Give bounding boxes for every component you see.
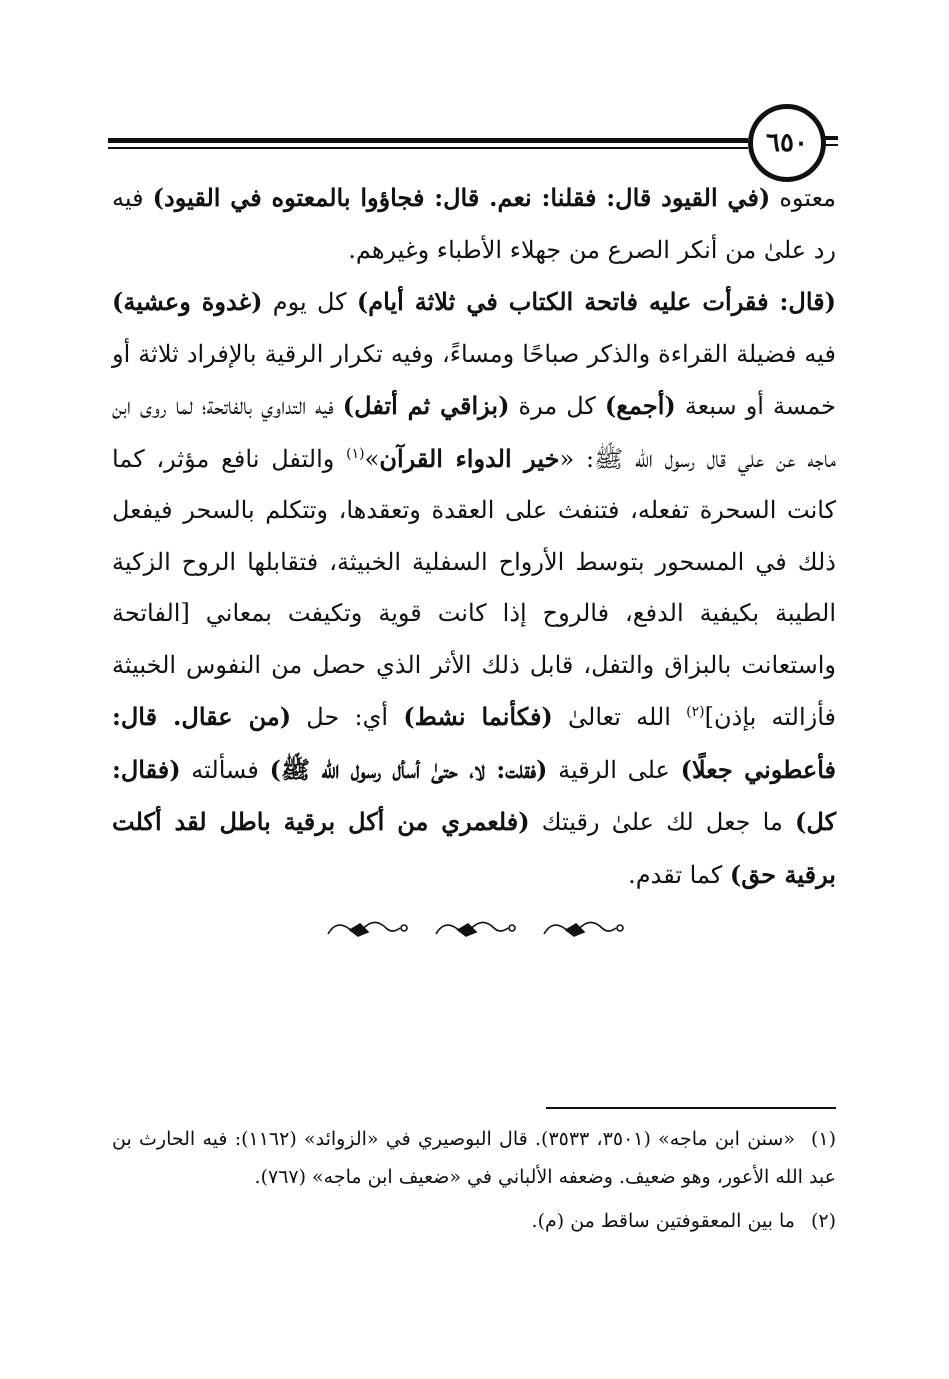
commentary-text: والتفل نافع مؤثر، كما كانت السحرة تفعله، فتنفث على العقدة وتعقدها، وتتكلم بالسحر فيفعل ذلك في المسحور بتوسط الأرواح السفلية الخبيثة، فتقابلها الروح الزكية الطيبة بكيفية الدفع، فالروح إذا كانت قوية وتكيفت بمعاني [الفاتحة واستعانت بالبزاق والتفل، قابل ذلك الأثر الذي حصل من النفوس الخبيثة فأزالته بإذن] — [112, 444, 837, 731]
commentary-text: » — [364, 444, 380, 473]
quoted-hadith-text: (فكأنما نشط) — [403, 702, 553, 731]
commentary-text: كل يوم — [262, 288, 357, 316]
footnote-marker: (١) — [810, 1128, 837, 1150]
commentary-text: الله تعالىٰ — [552, 703, 687, 731]
commentary-text: فيه التداوي بالفاتحة؛ لما روى ابن ماجه عن علي قال رسول الله ﷺ: « — [112, 392, 836, 473]
footnote-marker: (٢) — [810, 1210, 836, 1232]
footnote-text: «سنن ابن ماجه» (٣٥٠١، ٣٥٣٣). قال البوصيري في «الزوائد» (١١٦٢): فيه الحارث بن عبد الله الأعور، وهو ضعيف. وضعفه الألباني في «ضعيف ابن ماجه» (٧٦٧). — [112, 1128, 836, 1188]
quoted-hadith-text: (غدوة وعشية) — [112, 287, 263, 316]
commentary-text: على الرقية — [547, 755, 681, 784]
commentary-text: كما تقدم. — [628, 860, 730, 889]
footnote-separator — [546, 1107, 836, 1109]
commentary-text: فسألته — [180, 755, 270, 784]
commentary-text: فيه رد علىٰ من أنكر الصرع من جهلاء الأطباء وغيرهم. — [112, 184, 836, 264]
ornament-motif-left — [328, 922, 407, 936]
paragraph-2 — [112, 276, 836, 901]
quoted-hadith-text: (قال: فقرأت عليه فاتحة الكتاب في ثلاثة أيام) — [356, 287, 836, 316]
header-rule — [108, 138, 748, 150]
commentary-text: أي: حل — [291, 703, 404, 731]
main-text — [112, 172, 836, 901]
footnote-reference: (١) — [346, 445, 365, 462]
footnotes — [112, 1120, 836, 1246]
quoted-hadith-text: (أجمع) — [604, 391, 676, 420]
ornament-motif-right — [544, 922, 623, 936]
quoted-hadith-text: (فلعمري من أكل برقية باطل لقد أكلت برقية حق) — [112, 807, 836, 889]
footnote-2 — [112, 1202, 836, 1240]
commentary-text: كل مرة — [509, 392, 605, 420]
footnote-reference: (٢) — [686, 704, 705, 720]
footnote-1 — [112, 1120, 836, 1196]
section-divider-ornament — [320, 908, 640, 948]
ornament-motif-center — [436, 922, 515, 936]
quoted-hadith-text: (بزاقي ثم أتفل) — [342, 391, 510, 420]
commentary-text: معتوه — [770, 184, 837, 212]
paragraph-1 — [112, 172, 836, 276]
quoted-hadith-text: (فقال: كل) — [112, 754, 836, 836]
quoted-hadith-text: (فقلت: لا، حتىٰ أسأل رسول الله ﷺ) — [269, 754, 548, 784]
header-rule-tail — [822, 136, 838, 148]
commentary-text: ما جعل لك علىٰ رقيتك — [529, 808, 796, 836]
commentary-text: فيه فضيلة القراءة والذكر صباحًا ومساءً، وفيه تكرار الرقية بالإفراد ثلاثة أو خمسة أو سبعة — [112, 339, 836, 420]
page-number: ٦٥٠ — [748, 104, 826, 182]
quoted-hadith-text: (من عقال. قال: فأعطوني جعلًا) — [112, 702, 836, 784]
quoted-hadith-text: خير الدواء القرآن — [379, 443, 560, 473]
quoted-hadith-text: (في القيود قال: فقلنا: نعم. قال: فجاؤوا بالمعتوه في القيود) — [152, 183, 771, 212]
footnote-text: ما بين المعقوفتين ساقط من (م). — [531, 1210, 795, 1232]
